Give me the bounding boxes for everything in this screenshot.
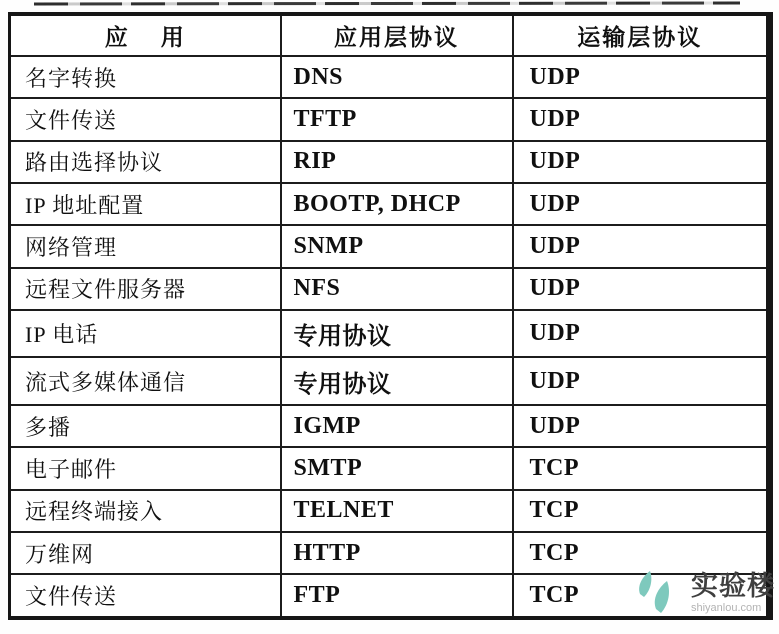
table-row bbox=[10, 268, 770, 310]
table-row bbox=[10, 225, 770, 267]
header-row bbox=[10, 14, 770, 56]
watermark-text bbox=[691, 572, 775, 613]
shiyanlou-leaf-logo-icon bbox=[634, 571, 684, 615]
app-protocol-cell: TELNET bbox=[281, 490, 513, 532]
transport-protocol-cell: UDP bbox=[513, 310, 770, 357]
application-cell: IP 电话 bbox=[10, 310, 281, 357]
header-application: 应 用 bbox=[10, 14, 281, 56]
application-cell: 远程终端接入 bbox=[10, 490, 281, 532]
app-protocol-cell: SMTP bbox=[281, 447, 513, 489]
application-cell: 多播 bbox=[10, 405, 281, 447]
application-cell: 远程文件服务器 bbox=[10, 268, 281, 310]
table-row bbox=[10, 56, 770, 98]
app-protocol-cell: 专用协议 bbox=[281, 357, 513, 404]
application-cell: 流式多媒体通信 bbox=[10, 357, 281, 404]
application-cell: 万维网 bbox=[10, 532, 281, 574]
app-protocol-cell: 专用协议 bbox=[281, 310, 513, 357]
application-cell: 网络管理 bbox=[10, 225, 281, 267]
transport-protocol-cell: TCP bbox=[513, 490, 770, 532]
application-cell: IP 地址配置 bbox=[10, 183, 281, 225]
table-row bbox=[10, 532, 770, 574]
app-protocol-cell: IGMP bbox=[281, 405, 513, 447]
watermark-brand: 实验楼 bbox=[691, 571, 775, 602]
transport-protocol-cell: UDP bbox=[513, 98, 770, 140]
table-row bbox=[10, 490, 770, 532]
application-cell: 路由选择协议 bbox=[10, 141, 281, 183]
table-row bbox=[10, 98, 770, 140]
application-cell: 名字转换 bbox=[10, 56, 281, 98]
transport-protocol-cell: UDP bbox=[513, 268, 770, 310]
application-cell: 电子邮件 bbox=[10, 447, 281, 489]
app-protocol-cell: BOOTP, DHCP bbox=[281, 183, 513, 225]
table-row bbox=[10, 183, 770, 225]
header-app-layer-protocol: 应用层协议 bbox=[281, 14, 513, 56]
app-protocol-cell: RIP bbox=[281, 141, 513, 183]
table-row bbox=[10, 310, 770, 357]
shiyanlou-watermark bbox=[634, 571, 775, 615]
scan-artifact-line bbox=[34, 2, 740, 6]
app-protocol-cell: HTTP bbox=[281, 532, 513, 574]
protocol-table bbox=[8, 12, 773, 620]
table-row bbox=[10, 357, 770, 404]
application-cell: 文件传送 bbox=[10, 574, 281, 618]
app-protocol-cell: TFTP bbox=[281, 98, 513, 140]
transport-protocol-cell: TCP bbox=[513, 574, 770, 618]
table-row bbox=[10, 141, 770, 183]
app-protocol-cell: DNS bbox=[281, 56, 513, 98]
watermark-domain: shiyanlou.com bbox=[691, 601, 762, 614]
table-row bbox=[10, 447, 770, 489]
transport-protocol-cell: UDP bbox=[513, 225, 770, 267]
application-cell: 文件传送 bbox=[10, 98, 281, 140]
header-transport-layer-protocol: 运输层协议 bbox=[513, 14, 770, 56]
app-protocol-cell: NFS bbox=[281, 268, 513, 310]
transport-protocol-cell: UDP bbox=[513, 405, 770, 447]
app-protocol-cell: SNMP bbox=[281, 225, 513, 267]
transport-protocol-cell: UDP bbox=[513, 56, 770, 98]
app-protocol-cell: FTP bbox=[281, 574, 513, 618]
transport-protocol-cell: TCP bbox=[513, 447, 770, 489]
transport-protocol-cell: UDP bbox=[513, 141, 770, 183]
table-body bbox=[10, 56, 770, 618]
transport-protocol-cell: UDP bbox=[513, 183, 770, 225]
transport-protocol-cell: TCP bbox=[513, 532, 770, 574]
transport-protocol-cell: UDP bbox=[513, 357, 770, 404]
table-row bbox=[10, 405, 770, 447]
